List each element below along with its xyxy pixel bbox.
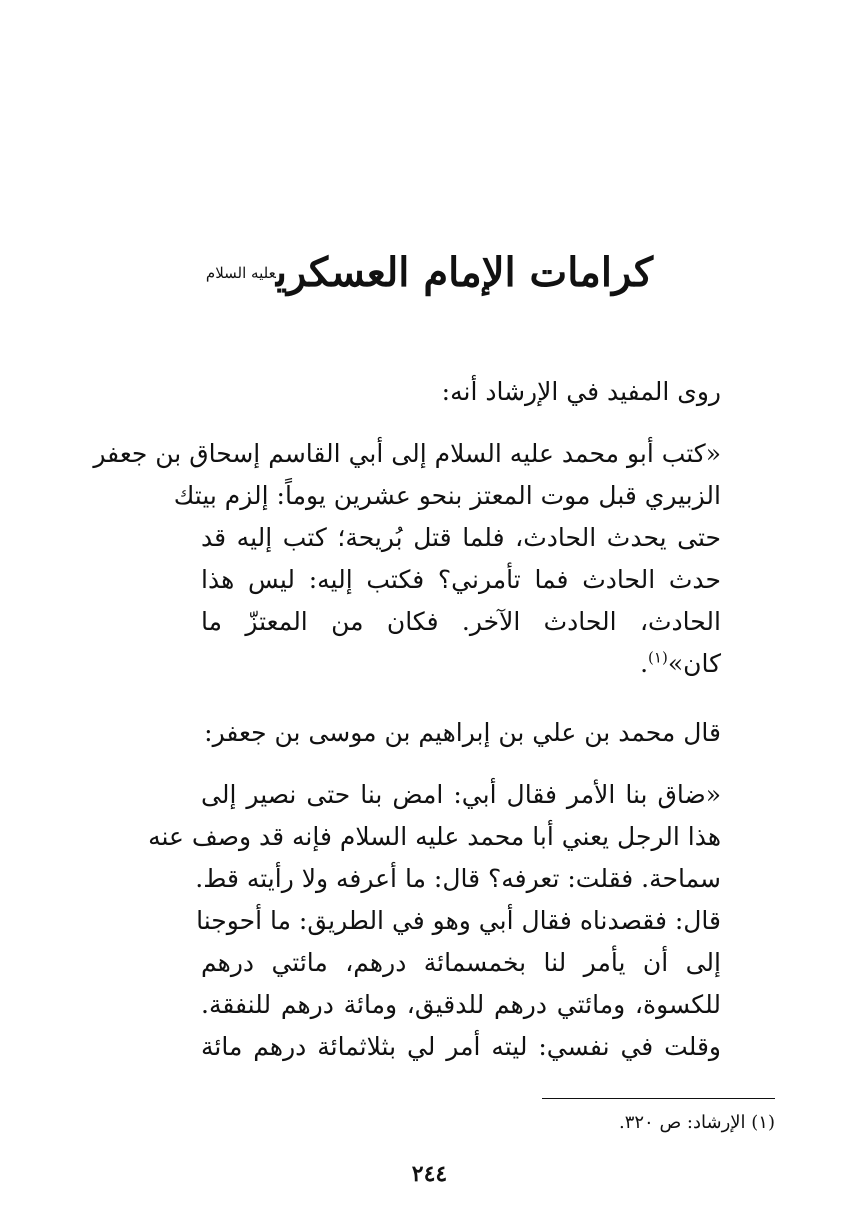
quote-1-line: «كتب أبو محمد عليه السلام إلى أبي القاسم إسحاق بن جعفر — [93, 439, 721, 468]
page-title — [0, 245, 859, 301]
quote-2-line: سماحة. فقلت: تعرفه؟ قال: ما أعرفه ولا رأيته قط. — [195, 864, 721, 893]
quote-2-line: «ضاق بنا الأمر فقال أبي: امض بنا حتى نصير إلى — [201, 780, 721, 809]
quote-block-2 — [148, 774, 721, 1068]
intro-paragraph-1: روى المفيد في الإرشاد أنه: — [441, 377, 721, 406]
quote-2-line: قال: فقصدناه فقال أبي وهو في الطريق: ما أحوجنا — [196, 906, 721, 935]
quote-1-line: الحادث، الحادث الآخر. فكان من المعتزّ ما — [201, 607, 721, 636]
footnote-text: الإرشاد: ص ٣٢٠. — [618, 1112, 746, 1133]
quote-1-line: حدث الحادث فما تأمرني؟ فكتب إليه: ليس هذا — [201, 565, 721, 594]
footnote-divider — [542, 1098, 775, 1099]
title-text: كرامات الإمام العسكري — [275, 249, 654, 296]
intro-paragraph-2: قال محمد بن علي بن إبراهيم بن موسى بن جعفر: — [204, 718, 721, 747]
quote-2-line: هذا الرجل يعني أبا محمد عليه السلام فإنه قد وصف عنه — [148, 822, 721, 851]
quote-block-1 — [93, 433, 721, 685]
quote-2-line: وقلت في نفسي: ليته أمر لي بثلاثمائة درهم مائة — [201, 1032, 721, 1061]
quote-2-line: للكسوة، ومائتي درهم للدقيق، ومائة درهم للنفقة. — [201, 990, 721, 1019]
quote-1-line: حتى يحدث الحادث، فلما قتل بُريحة؛ كتب إليه قد — [201, 523, 721, 552]
quote-2-line: إلى أن يأمر لنا بخمسمائة درهم، مائتي درهم — [201, 948, 721, 977]
quote-1-end-mark: . — [640, 649, 649, 678]
quote-1-line: الزبيري قبل موت المعتز بنحو عشرين يوماً: إلزم بيتك — [173, 481, 721, 510]
quote-1-line: كان» — [667, 649, 721, 678]
footnote-ref-marker: (١) — [648, 648, 668, 667]
title-honorific: عليه السلام — [205, 264, 276, 282]
quote-1-last-line — [201, 643, 721, 685]
page-number: ٢٤٤ — [411, 1161, 448, 1187]
footnote — [275, 1109, 775, 1137]
footnote-marker: (١) — [751, 1112, 775, 1133]
